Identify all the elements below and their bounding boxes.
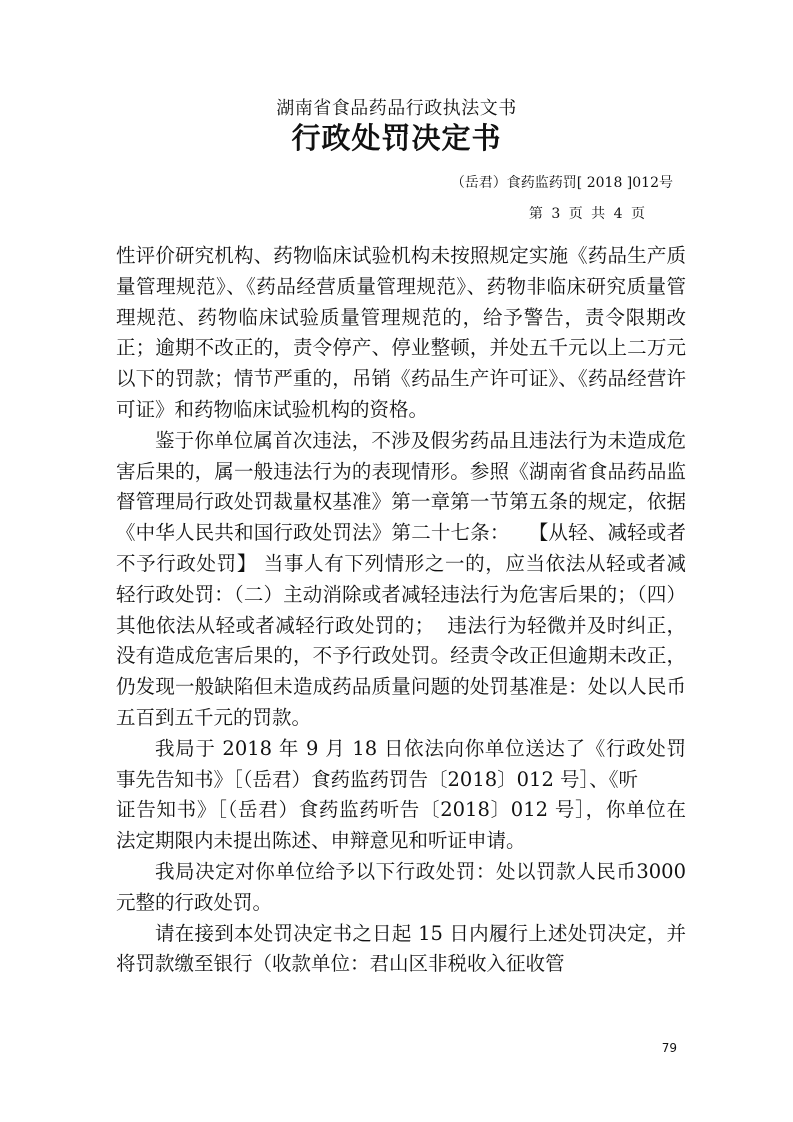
- page-info: 第 3 页 共 4 页: [528, 206, 645, 222]
- paragraph-1: 性评价研究机构、药物临床试验机构未按照规定实施《药品生产质量管理规范》、《药品经营质量管理规范》、药物非临床研究质量管理规范、药物临床试验质量管理规范的，给予警告，责令限期改正；逾期不改正的，责令停产、停业整顿，并处五千元以上二万元以下的罚款；情节严重的，吊销《药品生产许可证》、《药品经营许可证》和药物临床试验机构的资格。: [116, 244, 686, 421]
- page-number: 79: [661, 1041, 677, 1055]
- document-number: （岳君）食药监药罚[ 2018 ]012号: [450, 175, 673, 191]
- paragraph-3: 我局于 2018 年 9 月 18 日依法向你单位送达了《行政处罚事先告知书》［（岳君）食药监药罚告〔2018〕012 号］、《听: [116, 736, 686, 791]
- paragraph-2: 鉴于你单位属首次违法，不涉及假劣药品且违法行为未造成危害后果的，属一般违法行为的表现情形。参照《湖南省食品药品监督管理局行政处罚裁量权基准》第一章第一节第五条的规定，依据《中华人民共和国行政处罚法》第二十七条： 【从轻、减轻或者不予行政处罚】 当事人有下列情形之一的，应当依法从轻或者减轻行政处罚：（二）主动消除或者减轻违法行为危害后果的；（四）其他依法从轻或者减轻行政处罚的； 违法行为轻微并及时纠正，没有造成危害后果的，不予行政处罚。经责令改正但逾期未改正，仍发现一般缺陷但未造成药品质量问题的处罚基准是：处以人民币五百到五千元的罚款。: [116, 428, 686, 729]
- paragraph-5: 我局决定对你单位给予以下行政处罚：处以罚款人民币3000 元整的行政处罚。: [116, 859, 693, 914]
- document-title: 行政处罚决定书: [291, 121, 502, 155]
- paragraph-4: 证告知书》［（岳君）食药监药听告〔2018〕012 号］，你单位在法定期限内未提出陈述、申辩意见和听证申请。: [116, 798, 686, 853]
- document-body: [116, 241, 693, 980]
- document-header-subtitle: 湖南省食品药品行政执法文书: [276, 98, 517, 119]
- paragraph-6: 请在接到本处罚决定书之日起 15 日内履行上述处罚决定，并将罚款缴至银行（收款单位：君山区非税收入征收管: [116, 921, 686, 976]
